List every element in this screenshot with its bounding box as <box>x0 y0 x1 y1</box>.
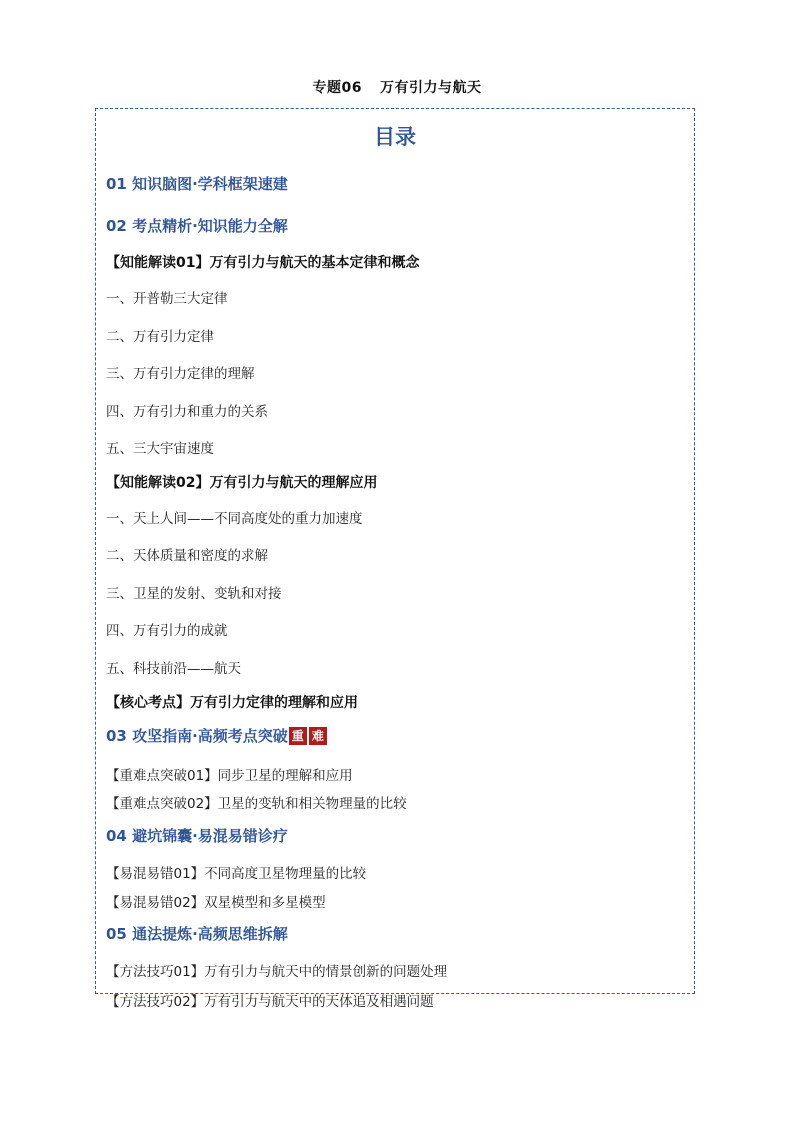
toc-item[interactable]: 二、天体质量和密度的求解 <box>106 548 268 564</box>
toc-item[interactable]: 四、万有引力和重力的关系 <box>106 404 268 420</box>
toc-subsection-01[interactable]: 【知能解读01】万有引力与航天的基本定律和概念 <box>106 255 420 271</box>
page-title <box>0 77 794 97</box>
topic-title: 万有引力与航天 <box>379 80 482 96</box>
toc-item[interactable]: 【重难点突破01】同步卫星的理解和应用 <box>106 768 353 784</box>
toc-item[interactable]: 【易混易错02】双星模型和多星模型 <box>106 895 326 911</box>
toc-item[interactable]: 一、天上人间——不同高度处的重力加速度 <box>106 511 363 527</box>
toc-item[interactable]: 五、三大宇宙速度 <box>106 441 214 457</box>
toc-item[interactable]: 三、卫星的发射、变轨和对接 <box>106 586 282 602</box>
topic-number: 专题06 <box>312 80 362 96</box>
key-point-badge: 重 <box>289 727 307 745</box>
toc-item[interactable]: 【方法技巧01】万有引力与航天中的情景创新的问题处理 <box>106 964 448 980</box>
toc-section-02[interactable]: 02 考点精析·知识能力全解 <box>106 217 288 235</box>
toc-item[interactable]: 【易混易错01】不同高度卫星物理量的比较 <box>106 866 367 882</box>
toc-section-05[interactable]: 05 通法提炼·高频思维拆解 <box>106 925 288 943</box>
toc-item[interactable]: 二、万有引力定律 <box>106 329 214 345</box>
toc-item[interactable]: 三、万有引力定律的理解 <box>106 366 255 382</box>
toc-subsection-02[interactable]: 【知能解读02】万有引力与航天的理解应用 <box>106 475 378 491</box>
toc-subsection-core[interactable]: 【核心考点】万有引力定律的理解和应用 <box>106 695 358 711</box>
difficult-point-badge: 难 <box>309 727 327 745</box>
toc-item[interactable]: 五、科技前沿——航天 <box>106 661 241 677</box>
toc-item[interactable]: 一、开普勒三大定律 <box>106 291 228 307</box>
toc-item: 【方法技巧02】万有引力与航天中的天体追及相遇问题 <box>106 994 434 1010</box>
toc-item[interactable]: 【重难点突破02】卫星的变轨和相关物理量的比较 <box>106 796 407 812</box>
toc-section-04[interactable]: 04 避坑锦囊·易混易错诊疗 <box>106 827 288 845</box>
table-of-contents <box>95 108 695 1010</box>
toc-item-clipped <box>106 981 446 1010</box>
toc-section-01[interactable]: 01 知识脑图·学科框架速建 <box>106 175 288 193</box>
toc-heading: 目录 <box>374 125 416 149</box>
toc-section-03[interactable] <box>106 725 327 746</box>
toc-item[interactable]: 四、万有引力的成就 <box>106 623 228 639</box>
toc-section-03-label: 03 攻坚指南·高频考点突破 <box>106 727 288 745</box>
